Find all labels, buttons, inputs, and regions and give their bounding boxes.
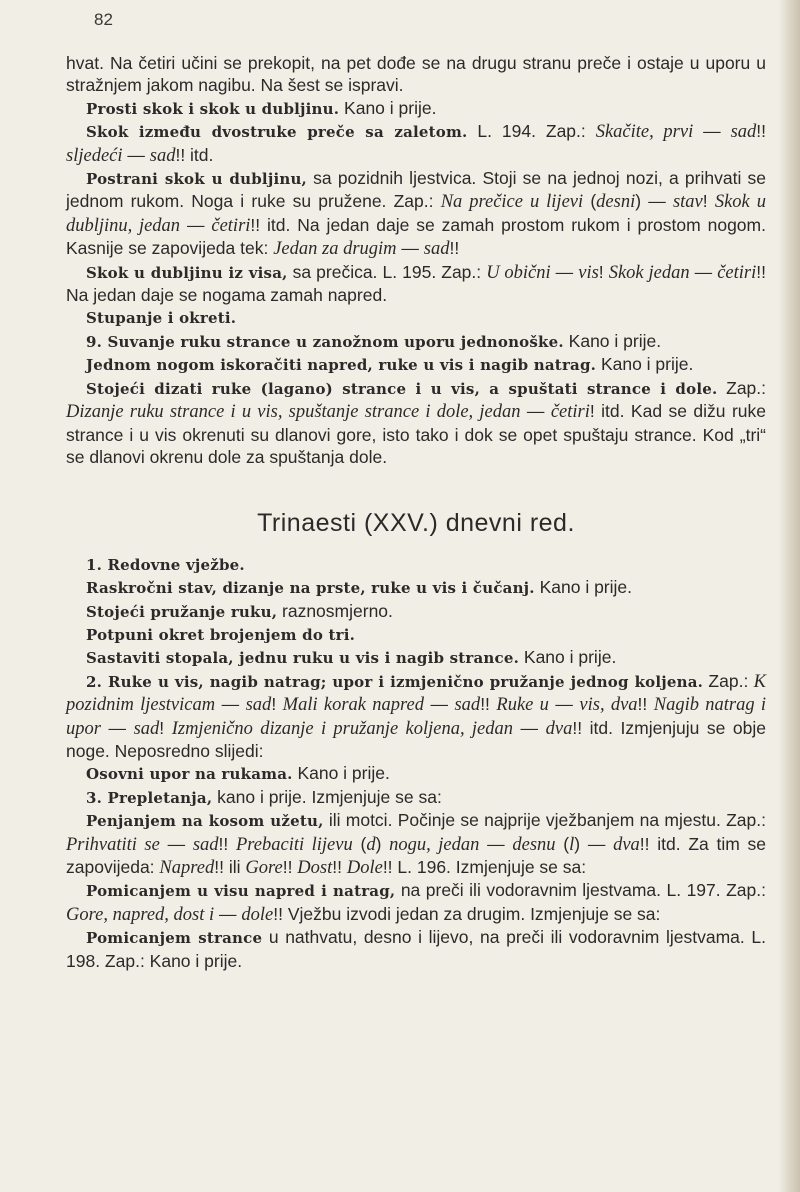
text-run: — xyxy=(423,694,455,715)
text-run: Kano i prije. xyxy=(339,97,437,118)
text-run: — xyxy=(180,214,212,235)
italic-run: Nagib natrag i upor xyxy=(66,695,766,739)
italic-run: Ruke u xyxy=(496,695,549,716)
bold-run: 2. Ruke u vis, nagib natrag; upor i izmjenično pružanje jednog koljena. xyxy=(86,672,704,691)
text-run: ! xyxy=(271,694,283,715)
italic-run: sad xyxy=(149,145,176,166)
bold-run: Stojeći dizati ruke (lagano) strance i u vis, a spuštati strance i dole. xyxy=(86,379,718,398)
bold-run: Raskročni stav, dizanje na prste, ruke u vis i čučanj. xyxy=(86,579,535,598)
text-run: hvat. Na četiri učini se prekopit, na pet dođe se na drugu stranu preče i ostaje u uporu u stražnjem jakom nagibu. Na šest se ispravi. xyxy=(66,53,766,96)
bold-run: Penjanjem na kosom užetu, xyxy=(86,812,324,831)
text-run: — xyxy=(550,261,579,282)
paragraph xyxy=(66,762,766,785)
text-run: Kano i prije. xyxy=(563,330,662,351)
text-run: sa pozidnih ljestvica. Stoji se na jednoj nozi, a prihvati se jednom rukom. Noga i ruke su pružene. Zap.: xyxy=(66,168,766,212)
italic-run: Prebaciti lijevu xyxy=(235,834,353,855)
italic-run: sad xyxy=(133,718,160,739)
paragraph xyxy=(66,786,766,809)
text-run: — xyxy=(479,833,513,854)
italic-run: sad xyxy=(192,834,219,855)
italic-run: Dizanje ruku strance i u vis, spuštanje strance i dole, jedan xyxy=(66,402,521,423)
paragraph xyxy=(66,600,766,623)
text-run: !! itd. Izmjenjuju se obje noge. Neposredno slijedi: xyxy=(66,717,766,761)
italic-run: desni xyxy=(596,192,636,213)
text-run: !! itd. xyxy=(175,144,214,165)
text-run: raznosmjerno. xyxy=(277,600,393,621)
text-run: ( xyxy=(555,833,570,854)
text-run: ) — xyxy=(635,191,673,212)
text-run: !! xyxy=(756,121,766,142)
italic-run: Dost xyxy=(297,858,333,878)
text-run: ( xyxy=(352,833,367,854)
bold-run: Skok u dubljinu iz visa, xyxy=(86,263,288,282)
italic-run: Jedan za drugim xyxy=(273,239,397,260)
text-run: Kano i prije. xyxy=(596,354,694,375)
italic-run: dva xyxy=(613,834,640,855)
text-run: ili motci. Počinje se najprije vježbanjem na mjestu. Zap.: xyxy=(323,810,766,831)
text-run: sa prečica. L. 195. Zap.: xyxy=(287,261,487,282)
text-run: — xyxy=(159,833,193,854)
text-section-bottom xyxy=(66,553,766,972)
italic-run: Mali korak napred xyxy=(282,695,424,716)
paragraph xyxy=(66,97,766,120)
paragraph xyxy=(66,879,766,926)
section-heading: Trinaesti (XXV.) dnevni red. xyxy=(257,509,575,538)
italic-run: četiri xyxy=(550,402,590,423)
text-run: — xyxy=(513,717,546,738)
italic-run: Prihvatiti se xyxy=(66,834,160,855)
paragraph xyxy=(66,576,766,599)
italic-run: Dole xyxy=(346,858,383,878)
bold-run: Pomicanjem u visu napred i natrag, xyxy=(86,882,396,901)
italic-run: Na prečice u lijevi xyxy=(440,192,584,213)
text-run: ! xyxy=(159,717,172,738)
text-run: !! itd. Za tim se zapovijeda: xyxy=(66,833,767,877)
text-run: ! xyxy=(598,261,609,282)
text-run: !! ili xyxy=(214,857,246,877)
text-run: Kano i prije. xyxy=(292,763,390,784)
paragraph xyxy=(66,646,766,669)
text-run: — xyxy=(689,261,718,282)
text-run: Kano i prije. xyxy=(534,577,633,598)
bold-run: Osovni upor na rukama. xyxy=(86,765,293,784)
italic-run: Skok jedan xyxy=(608,262,690,283)
italic-run: d xyxy=(366,834,376,855)
italic-run: sad xyxy=(245,695,272,716)
paragraph xyxy=(66,670,766,763)
text-run: ! xyxy=(702,191,715,212)
text-run: — xyxy=(396,238,424,259)
bold-run: Pomicanjem strance xyxy=(86,929,263,948)
paragraph xyxy=(66,120,766,167)
paragraph xyxy=(66,926,766,972)
paragraph xyxy=(66,330,766,353)
text-run: !! Na jedan daje se nogama zamah napred. xyxy=(66,261,766,306)
italic-run: l xyxy=(569,834,575,855)
bold-run: Potpuni okret brojenjem do tri. xyxy=(86,625,356,644)
text-run: — xyxy=(548,694,580,715)
italic-run: U obični xyxy=(486,262,551,283)
paragraph xyxy=(66,377,766,469)
bold-run: Prosti skok i skok u dubljinu. xyxy=(86,99,340,118)
italic-run: nogu, jedan xyxy=(389,834,480,855)
italic-run: Skačite, prvi xyxy=(595,122,694,143)
text-run: ! itd. Kad se dižu ruke strance i u vis okrenuti su dlanovi gore, isto tako i dok se opet spuštaju strance. Kod „tri“ se dlanovi okrenu dole za spuštanja dole. xyxy=(66,401,766,467)
text-run: !! xyxy=(282,857,298,877)
italic-run: K pozidnim ljestvicam xyxy=(66,671,766,716)
italic-run: sljedeći xyxy=(66,145,123,166)
paragraph xyxy=(66,261,766,307)
text-run: !! xyxy=(637,694,654,715)
text-run: !! L. 196. Izmjenjuje se sa: xyxy=(382,857,587,877)
text-run: — xyxy=(520,401,551,422)
italic-run: sad xyxy=(454,695,481,716)
italic-run: četiri xyxy=(717,262,757,283)
italic-run: dole xyxy=(241,904,274,925)
italic-run: sad xyxy=(423,239,450,260)
page-body xyxy=(66,52,766,972)
text-run: L. 194. Zap.: xyxy=(467,121,596,142)
paragraph xyxy=(66,809,766,879)
text-run: kano i prije. Izmjenjuje se sa: xyxy=(212,786,442,807)
italic-run: Napred xyxy=(159,858,215,878)
paragraph xyxy=(66,623,766,646)
paragraph xyxy=(66,52,766,97)
paragraph xyxy=(66,167,766,261)
text-run: Zap.: xyxy=(717,377,767,398)
italic-run: Skok u dubljinu, jedan xyxy=(66,192,766,236)
text-run: !! xyxy=(480,694,497,715)
italic-run: vis xyxy=(578,262,599,283)
italic-run: dva xyxy=(545,718,573,739)
bold-run: Stojeći pružanje ruku, xyxy=(86,602,278,621)
text-run: — xyxy=(214,903,242,924)
text-run: — xyxy=(693,121,731,142)
text-run: — xyxy=(122,144,150,165)
text-run: !! itd. Na jedan daje se zamah prostom rukom i prostom nogom. Kasnije se zapovijeda tek: xyxy=(66,214,766,259)
italic-run: vis, dva xyxy=(579,695,638,716)
text-run: — xyxy=(100,717,134,738)
bold-run: Stupanje i okreti. xyxy=(86,309,237,328)
text-run: !! Vježbu izvodi jedan za drugim. Izmjenjuje se sa: xyxy=(273,903,661,924)
bold-run: 9. Suvanje ruku strance u zanožnom uporu jednonoške. xyxy=(86,332,564,351)
paragraph xyxy=(66,306,766,329)
bold-run: 3. Prepletanja, xyxy=(86,788,213,807)
text-run: ) xyxy=(375,833,390,854)
paragraph xyxy=(66,553,766,576)
text-run: ( xyxy=(583,191,597,212)
text-run: Zap.: xyxy=(703,670,754,691)
text-section-top xyxy=(66,52,766,468)
italic-run: Gore, napred, dost i xyxy=(66,904,215,925)
text-run: Kano i prije. xyxy=(519,647,617,668)
italic-run: desnu xyxy=(512,834,556,855)
italic-run: četiri xyxy=(211,215,251,236)
italic-run: stav xyxy=(672,192,703,213)
text-run: u nathvatu, desno i lijevo, na preči ili vodoravnim ljestvama. L. 198. Zap.: Kano i prije. xyxy=(66,927,766,971)
italic-run: sad xyxy=(730,122,757,143)
text-run: !! xyxy=(449,238,460,259)
italic-run: Gore xyxy=(245,858,283,878)
text-run: na preči ili vodoravnim ljestvama. L. 197. Zap.: xyxy=(395,880,766,901)
text-run: — xyxy=(215,694,246,715)
italic-run: Izmjenično dizanje i pružanje koljena, jedan xyxy=(171,718,513,739)
bold-run: Skok između dvostruke preče sa zaletom. xyxy=(86,123,468,142)
page-number: 82 xyxy=(94,10,113,29)
bold-run: Sastaviti stopala, jednu ruku u vis i nagib strance. xyxy=(86,649,520,668)
bold-run: 1. Redovne vježbe. xyxy=(86,555,245,574)
page-edge-shadow xyxy=(778,0,800,1192)
text-run: !! xyxy=(332,857,347,877)
text-run: !! xyxy=(218,833,236,854)
text-run: ) — xyxy=(574,833,614,854)
bold-run: Postrani skok u dubljinu, xyxy=(86,170,307,189)
paragraph xyxy=(66,353,766,376)
bold-run: Jednom nogom iskoračiti napred, ruke u vis i nagib natrag. xyxy=(86,356,597,375)
